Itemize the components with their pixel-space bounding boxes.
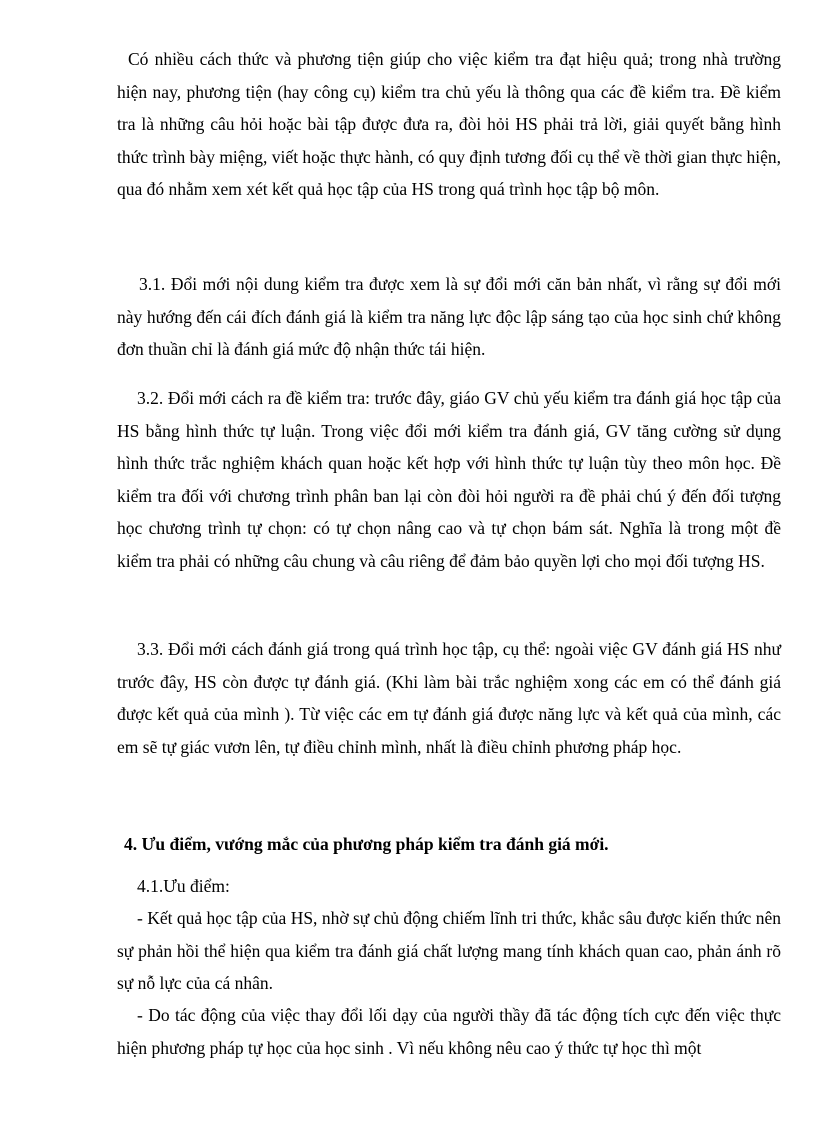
paragraph-3-2: 3.2. Đổi mới cách ra đề kiểm tra: trước đây, giáo GV chủ yếu kiểm tra đánh giá học tập của HS bằng hình thức tự luận. Trong việc đổi mới kiểm tra đánh giá, GV tăng cường sử dụng hình thức trắc nghiệm khách quan hoặc kết hợp với hình thức tự luận tùy theo môn học. Đề kiểm tra đối với chương trình phân ban lại còn đòi hỏi người ra đề phải chú ý đến đối tượng học chương trình tự chọn: có tự chọn nâng cao và tự chọn bám sát. Nghĩa là trong một đề kiểm tra phải có những câu chung và câu riêng để đảm bảo quyền lợi cho mọi đối tượng HS. [117, 388, 781, 571]
bullet-item: - Do tác động của việc thay đổi lối dạy của người thầy đã tác động tích cực đến việc thực hiện phương pháp tự học của học sinh . Vì nếu không nêu cao ý thức tự học thì một [117, 1005, 781, 1058]
paragraph-3-3: 3.3. Đổi mới cách đánh giá trong quá trình học tập, cụ thể: ngoài việc GV đánh giá HS như trước đây, HS còn được tự đánh giá. (Khi làm bài trắc nghiệm xong các em có thể đánh giá được kết quả của mình ). Từ việc các em tự đánh giá được năng lực và kết quả của mình, các em sẽ tự giác vươn lên, tự điều chỉnh mình, nhất là điều chỉnh phương pháp học. [117, 639, 781, 757]
bullet-item: - Kết quả học tập của HS, nhờ sự chủ động chiếm lĩnh tri thức, khắc sâu được kiến thức nên sự phản hồi thể hiện qua kiểm tra đánh giá chất lượng mang tính khách quan cao, phản ánh rõ sự nỗ lực của cá nhân. [117, 908, 781, 993]
intro-paragraph: Có nhiều cách thức và phương tiện giúp cho việc kiểm tra đạt hiệu quả; trong nhà trường hiện nay, phương tiện (hay công cụ) kiểm tra chủ yếu là thông qua các đề kiểm tra. Đề kiểm tra là những câu hỏi hoặc bài tập được đưa ra, đòi hỏi HS phải trả lời, giải quyết bằng hình thức trình bày miệng, viết hoặc thực hành, có quy định tương đối cụ thể về thời gian thực hiện, qua đó nhằm xem xét kết quả học tập của HS trong quá trình học tập bộ môn. [117, 49, 781, 199]
subsection-4-1-heading: 4.1.Ưu điểm: [137, 876, 230, 896]
section-4-heading: 4. Ưu điểm, vướng mắc của phương pháp kiểm tra đánh giá mới. [124, 834, 609, 854]
paragraph-3-1: 3.1. Đổi mới nội dung kiểm tra được xem là sự đổi mới căn bản nhất, vì rằng sự đổi mới này hướng đến cái đích đánh giá là kiểm tra năng lực độc lập sáng tạo của học sinh chứ không đơn thuần chỉ là đánh giá mức độ nhận thức tái hiện. [117, 274, 781, 359]
